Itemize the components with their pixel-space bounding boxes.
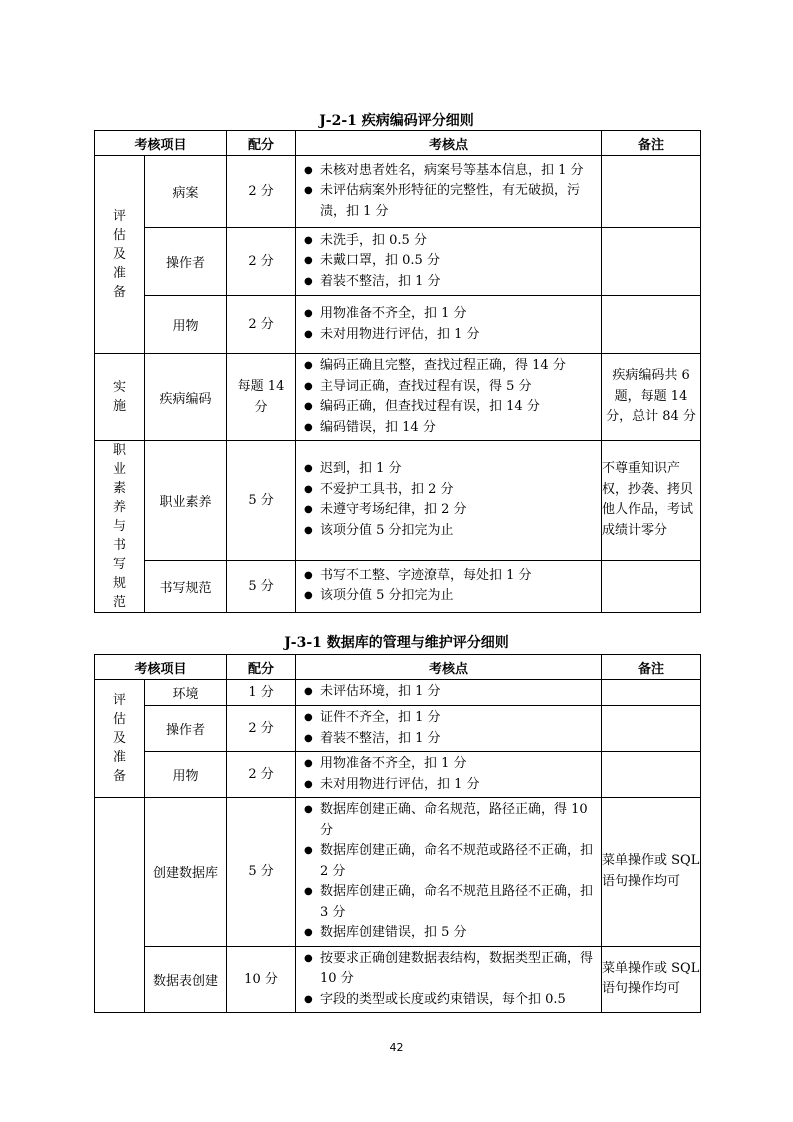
point-item: ● 主导词正确，查找过程有误，得 5 分 [304, 377, 597, 398]
point-item: ● 数据库创建错误，扣 5 分 [304, 923, 597, 944]
header-note: 备注 [602, 131, 701, 156]
item-cell: 操作者 [145, 228, 227, 296]
score-cell: 2 分 [227, 706, 296, 752]
header-score: 配分 [227, 131, 296, 156]
category-cell [95, 441, 145, 613]
points-cell [296, 706, 602, 752]
item-cell: 病案 [145, 156, 227, 228]
point-item: ● 该项分值 5 分扣完为止 [304, 521, 597, 542]
score-cell: 5 分 [227, 441, 296, 561]
point-item: ● 数据库创建正确，命名不规范且路径不正确，扣 3 分 [304, 882, 597, 923]
note-cell [602, 706, 701, 752]
point-item: ● 字段的类型或长度或约束错误，每个扣 0.5 [304, 990, 597, 1011]
point-item: ● 不爱护工具书，扣 2 分 [304, 480, 597, 501]
note-cell [602, 560, 701, 612]
score-cell: 2 分 [227, 156, 296, 228]
table1-caption: J-2-1 疾病编码评分细则 [319, 113, 474, 129]
category-label: 评 估 及 准 备 [112, 209, 126, 300]
point-item: ● 编码正确且完整，查找过程正确，得 14 分 [304, 356, 597, 377]
score-cell: 5 分 [227, 798, 296, 947]
score-cell: 每题 14 分 [227, 354, 296, 441]
note-cell: 疾病编码共 6 题，每题 14 分，总计 84 分 [602, 354, 701, 441]
header-points: 考核点 [296, 655, 602, 680]
item-cell: 数据表创建 [145, 946, 227, 1013]
header-item: 考核项目 [95, 655, 227, 680]
points-cell [296, 752, 602, 798]
page-number: 42 [389, 1041, 404, 1054]
note-cell [602, 156, 701, 228]
category-cell [95, 798, 145, 1013]
point-item: ● 数据库创建正确，命名不规范或路径不正确，扣 2 分 [304, 841, 597, 882]
category-label: 实 施 [112, 380, 126, 414]
note-cell [602, 296, 701, 354]
category-label: 职 业 素 养 与 书 写 规 范 [112, 443, 126, 610]
item-cell: 操作者 [145, 706, 227, 752]
point-item: ● 按要求正确创建数据表结构，数据类型正确，得 10 分 [304, 949, 597, 990]
point-item: ● 未洗手，扣 0.5 分 [304, 231, 597, 252]
note-cell [602, 228, 701, 296]
item-cell: 环境 [145, 680, 227, 706]
point-item: ● 迟到，扣 1 分 [304, 459, 597, 480]
points-cell [296, 798, 602, 947]
point-item: ● 数据库创建正确、命名规范，路径正确，得 10 分 [304, 800, 597, 841]
points-cell [296, 156, 602, 228]
item-cell: 书写规范 [145, 560, 227, 612]
category-cell [95, 156, 145, 354]
score-cell: 1 分 [227, 680, 296, 706]
point-item: ● 该项分值 5 分扣完为止 [304, 586, 597, 607]
item-cell: 创建数据库 [145, 798, 227, 947]
point-item: ● 着装不整洁，扣 1 分 [304, 729, 597, 750]
table2-caption: J-3-1 数据库的管理与维护评分细则 [284, 635, 509, 651]
point-item: ● 未评估病案外形特征的完整性，有无破损，污渍，扣 1 分 [304, 181, 597, 222]
point-item: ● 未对用物进行评估，扣 1 分 [304, 775, 597, 796]
category-label: 评 估 及 准 备 [112, 693, 126, 784]
score-cell: 2 分 [227, 752, 296, 798]
points-cell [296, 946, 602, 1013]
note-cell: 不尊重知识产权，抄袭、拷贝他人作品，考试成绩计零分 [602, 441, 701, 561]
points-cell [296, 680, 602, 706]
score-cell: 5 分 [227, 560, 296, 612]
item-cell: 用物 [145, 752, 227, 798]
category-cell [95, 354, 145, 441]
header-points: 考核点 [296, 131, 602, 156]
header-score: 配分 [227, 655, 296, 680]
score-cell: 2 分 [227, 228, 296, 296]
points-cell [296, 354, 602, 441]
point-item: ● 书写不工整、字迹潦草，每处扣 1 分 [304, 566, 597, 587]
point-item: ● 未评估环境，扣 1 分 [304, 682, 597, 703]
point-item: ● 未对用物进行评估，扣 1 分 [304, 325, 597, 346]
point-item: ● 用物准备不齐全，扣 1 分 [304, 304, 597, 325]
header-note: 备注 [602, 655, 701, 680]
point-item: ● 未戴口罩，扣 0.5 分 [304, 251, 597, 272]
point-item: ● 未遵守考场纪律，扣 2 分 [304, 500, 597, 521]
table1 [94, 130, 701, 613]
note-cell: 菜单操作或 SQL 语句操作均可 [602, 798, 701, 947]
points-cell [296, 441, 602, 561]
point-item: ● 编码正确，但查找过程有误，扣 14 分 [304, 397, 597, 418]
category-cell [95, 680, 145, 798]
note-cell [602, 752, 701, 798]
point-item: ● 证件不齐全，扣 1 分 [304, 708, 597, 729]
points-cell [296, 228, 602, 296]
points-cell [296, 560, 602, 612]
header-item: 考核项目 [95, 131, 227, 156]
score-cell: 10 分 [227, 946, 296, 1013]
item-cell: 用物 [145, 296, 227, 354]
point-item: ● 编码错误，扣 14 分 [304, 418, 597, 439]
score-cell: 2 分 [227, 296, 296, 354]
point-item: ● 着装不整洁，扣 1 分 [304, 272, 597, 293]
note-cell [602, 680, 701, 706]
note-cell: 菜单操作或 SQL 语句操作均可 [602, 946, 701, 1013]
point-item: ● 用物准备不齐全，扣 1 分 [304, 754, 597, 775]
point-item: ● 未核对患者姓名，病案号等基本信息，扣 1 分 [304, 161, 597, 182]
item-cell: 职业素养 [145, 441, 227, 561]
table2 [94, 654, 701, 1013]
points-cell [296, 296, 602, 354]
item-cell: 疾病编码 [145, 354, 227, 441]
